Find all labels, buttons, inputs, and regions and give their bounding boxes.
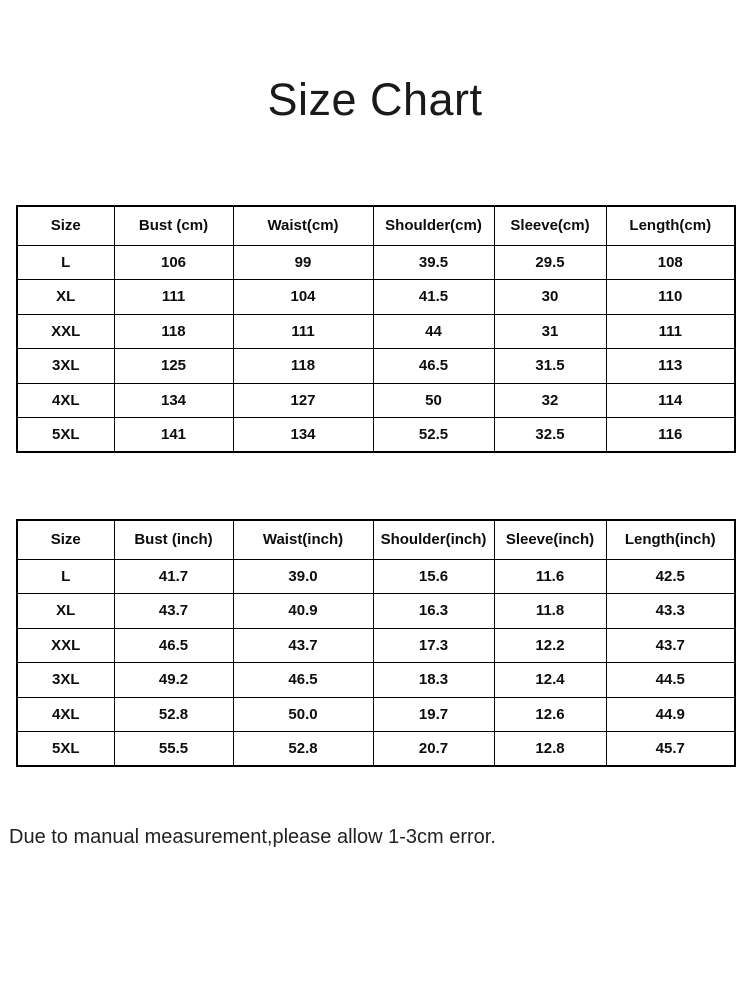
table-cell: 43.3	[606, 594, 735, 629]
table-row	[17, 594, 735, 629]
table-cell: 134	[233, 418, 373, 453]
table-cell: 18.3	[373, 663, 494, 698]
table-cell: 44	[373, 314, 494, 349]
size-table-cm-body	[17, 245, 735, 452]
table-cell: 15.6	[373, 559, 494, 594]
table-cell: 111	[233, 314, 373, 349]
size-table-inch-body	[17, 559, 735, 766]
table-cell: 114	[606, 383, 735, 418]
table-cell: 40.9	[233, 594, 373, 629]
table-cell: 52.8	[114, 697, 233, 732]
table-row	[17, 663, 735, 698]
table-cell: 106	[114, 245, 233, 280]
table-header-row	[17, 206, 735, 245]
table-cell: 116	[606, 418, 735, 453]
table-row	[17, 418, 735, 453]
table-cell: 46.5	[233, 663, 373, 698]
table-cell: 12.6	[494, 697, 606, 732]
table-cell: 12.8	[494, 732, 606, 767]
size-table-cm	[16, 205, 736, 453]
table-cell: 41.5	[373, 280, 494, 315]
table-header-cell: Size	[17, 520, 114, 559]
table-row	[17, 628, 735, 663]
table-cell: L	[17, 559, 114, 594]
table-cell: 11.8	[494, 594, 606, 629]
table-cell: 104	[233, 280, 373, 315]
table-cell: 31	[494, 314, 606, 349]
table-cell: 16.3	[373, 594, 494, 629]
size-table-cm-header	[17, 206, 735, 245]
table-cell: 113	[606, 349, 735, 384]
table-cell: 41.7	[114, 559, 233, 594]
table-cell: 108	[606, 245, 735, 280]
table-cell: 44.9	[606, 697, 735, 732]
table-cell: 32	[494, 383, 606, 418]
table-cell: 125	[114, 349, 233, 384]
page-title: Size Chart	[267, 74, 483, 125]
size-table-inch	[16, 519, 736, 767]
table-row	[17, 280, 735, 315]
table-cell: 29.5	[494, 245, 606, 280]
table-cell: 99	[233, 245, 373, 280]
table-row	[17, 559, 735, 594]
table-cell: L	[17, 245, 114, 280]
table-cell: 43.7	[606, 628, 735, 663]
table-cell: 55.5	[114, 732, 233, 767]
table-header-cell: Sleeve(cm)	[494, 206, 606, 245]
table-cell: 39.5	[373, 245, 494, 280]
table-header-cell: Waist(cm)	[233, 206, 373, 245]
table-row	[17, 383, 735, 418]
table-cell: 50	[373, 383, 494, 418]
table-header-cell: Size	[17, 206, 114, 245]
table-cell: 3XL	[17, 349, 114, 384]
table-header-cell: Length(cm)	[606, 206, 735, 245]
table-row	[17, 314, 735, 349]
table-header-cell: Bust (inch)	[114, 520, 233, 559]
table-cell: 141	[114, 418, 233, 453]
table-cell: 12.2	[494, 628, 606, 663]
table-row	[17, 697, 735, 732]
table-cell: 17.3	[373, 628, 494, 663]
table-row	[17, 349, 735, 384]
table-header-cell: Length(inch)	[606, 520, 735, 559]
table-cell: 30	[494, 280, 606, 315]
size-table-inch-header	[17, 520, 735, 559]
table-header-cell: Waist(inch)	[233, 520, 373, 559]
table-cell: 19.7	[373, 697, 494, 732]
table-cell: 31.5	[494, 349, 606, 384]
table-cell: 32.5	[494, 418, 606, 453]
table-cell: 111	[114, 280, 233, 315]
table-row	[17, 732, 735, 767]
table-cell: 127	[233, 383, 373, 418]
table-cell: 12.4	[494, 663, 606, 698]
table-cell: 46.5	[373, 349, 494, 384]
table-header-cell: Shoulder(inch)	[373, 520, 494, 559]
table-header-cell: Bust (cm)	[114, 206, 233, 245]
table-header-cell: Shoulder(cm)	[373, 206, 494, 245]
table-cell: 45.7	[606, 732, 735, 767]
table-cell: 5XL	[17, 732, 114, 767]
table-cell: 52.5	[373, 418, 494, 453]
table-cell: 134	[114, 383, 233, 418]
measurement-note: Due to manual measurement,please allow 1-3cm error.	[9, 826, 496, 848]
table-cell: 52.8	[233, 732, 373, 767]
table-cell: 44.5	[606, 663, 735, 698]
table-cell: 11.6	[494, 559, 606, 594]
table-cell: 3XL	[17, 663, 114, 698]
table-cell: 46.5	[114, 628, 233, 663]
table-cell: 118	[114, 314, 233, 349]
table-cell: XXL	[17, 628, 114, 663]
table-cell: 49.2	[114, 663, 233, 698]
table-cell: XL	[17, 280, 114, 315]
table-cell: 43.7	[114, 594, 233, 629]
table-row	[17, 245, 735, 280]
table-cell: 20.7	[373, 732, 494, 767]
table-cell: 4XL	[17, 383, 114, 418]
table-cell: 43.7	[233, 628, 373, 663]
table-cell: XL	[17, 594, 114, 629]
table-cell: 118	[233, 349, 373, 384]
table-cell: 4XL	[17, 697, 114, 732]
table-cell: 5XL	[17, 418, 114, 453]
table-cell: XXL	[17, 314, 114, 349]
table-header-cell: Sleeve(inch)	[494, 520, 606, 559]
table-cell: 110	[606, 280, 735, 315]
table-cell: 50.0	[233, 697, 373, 732]
table-header-row	[17, 520, 735, 559]
table-cell: 39.0	[233, 559, 373, 594]
table-cell: 42.5	[606, 559, 735, 594]
table-cell: 111	[606, 314, 735, 349]
